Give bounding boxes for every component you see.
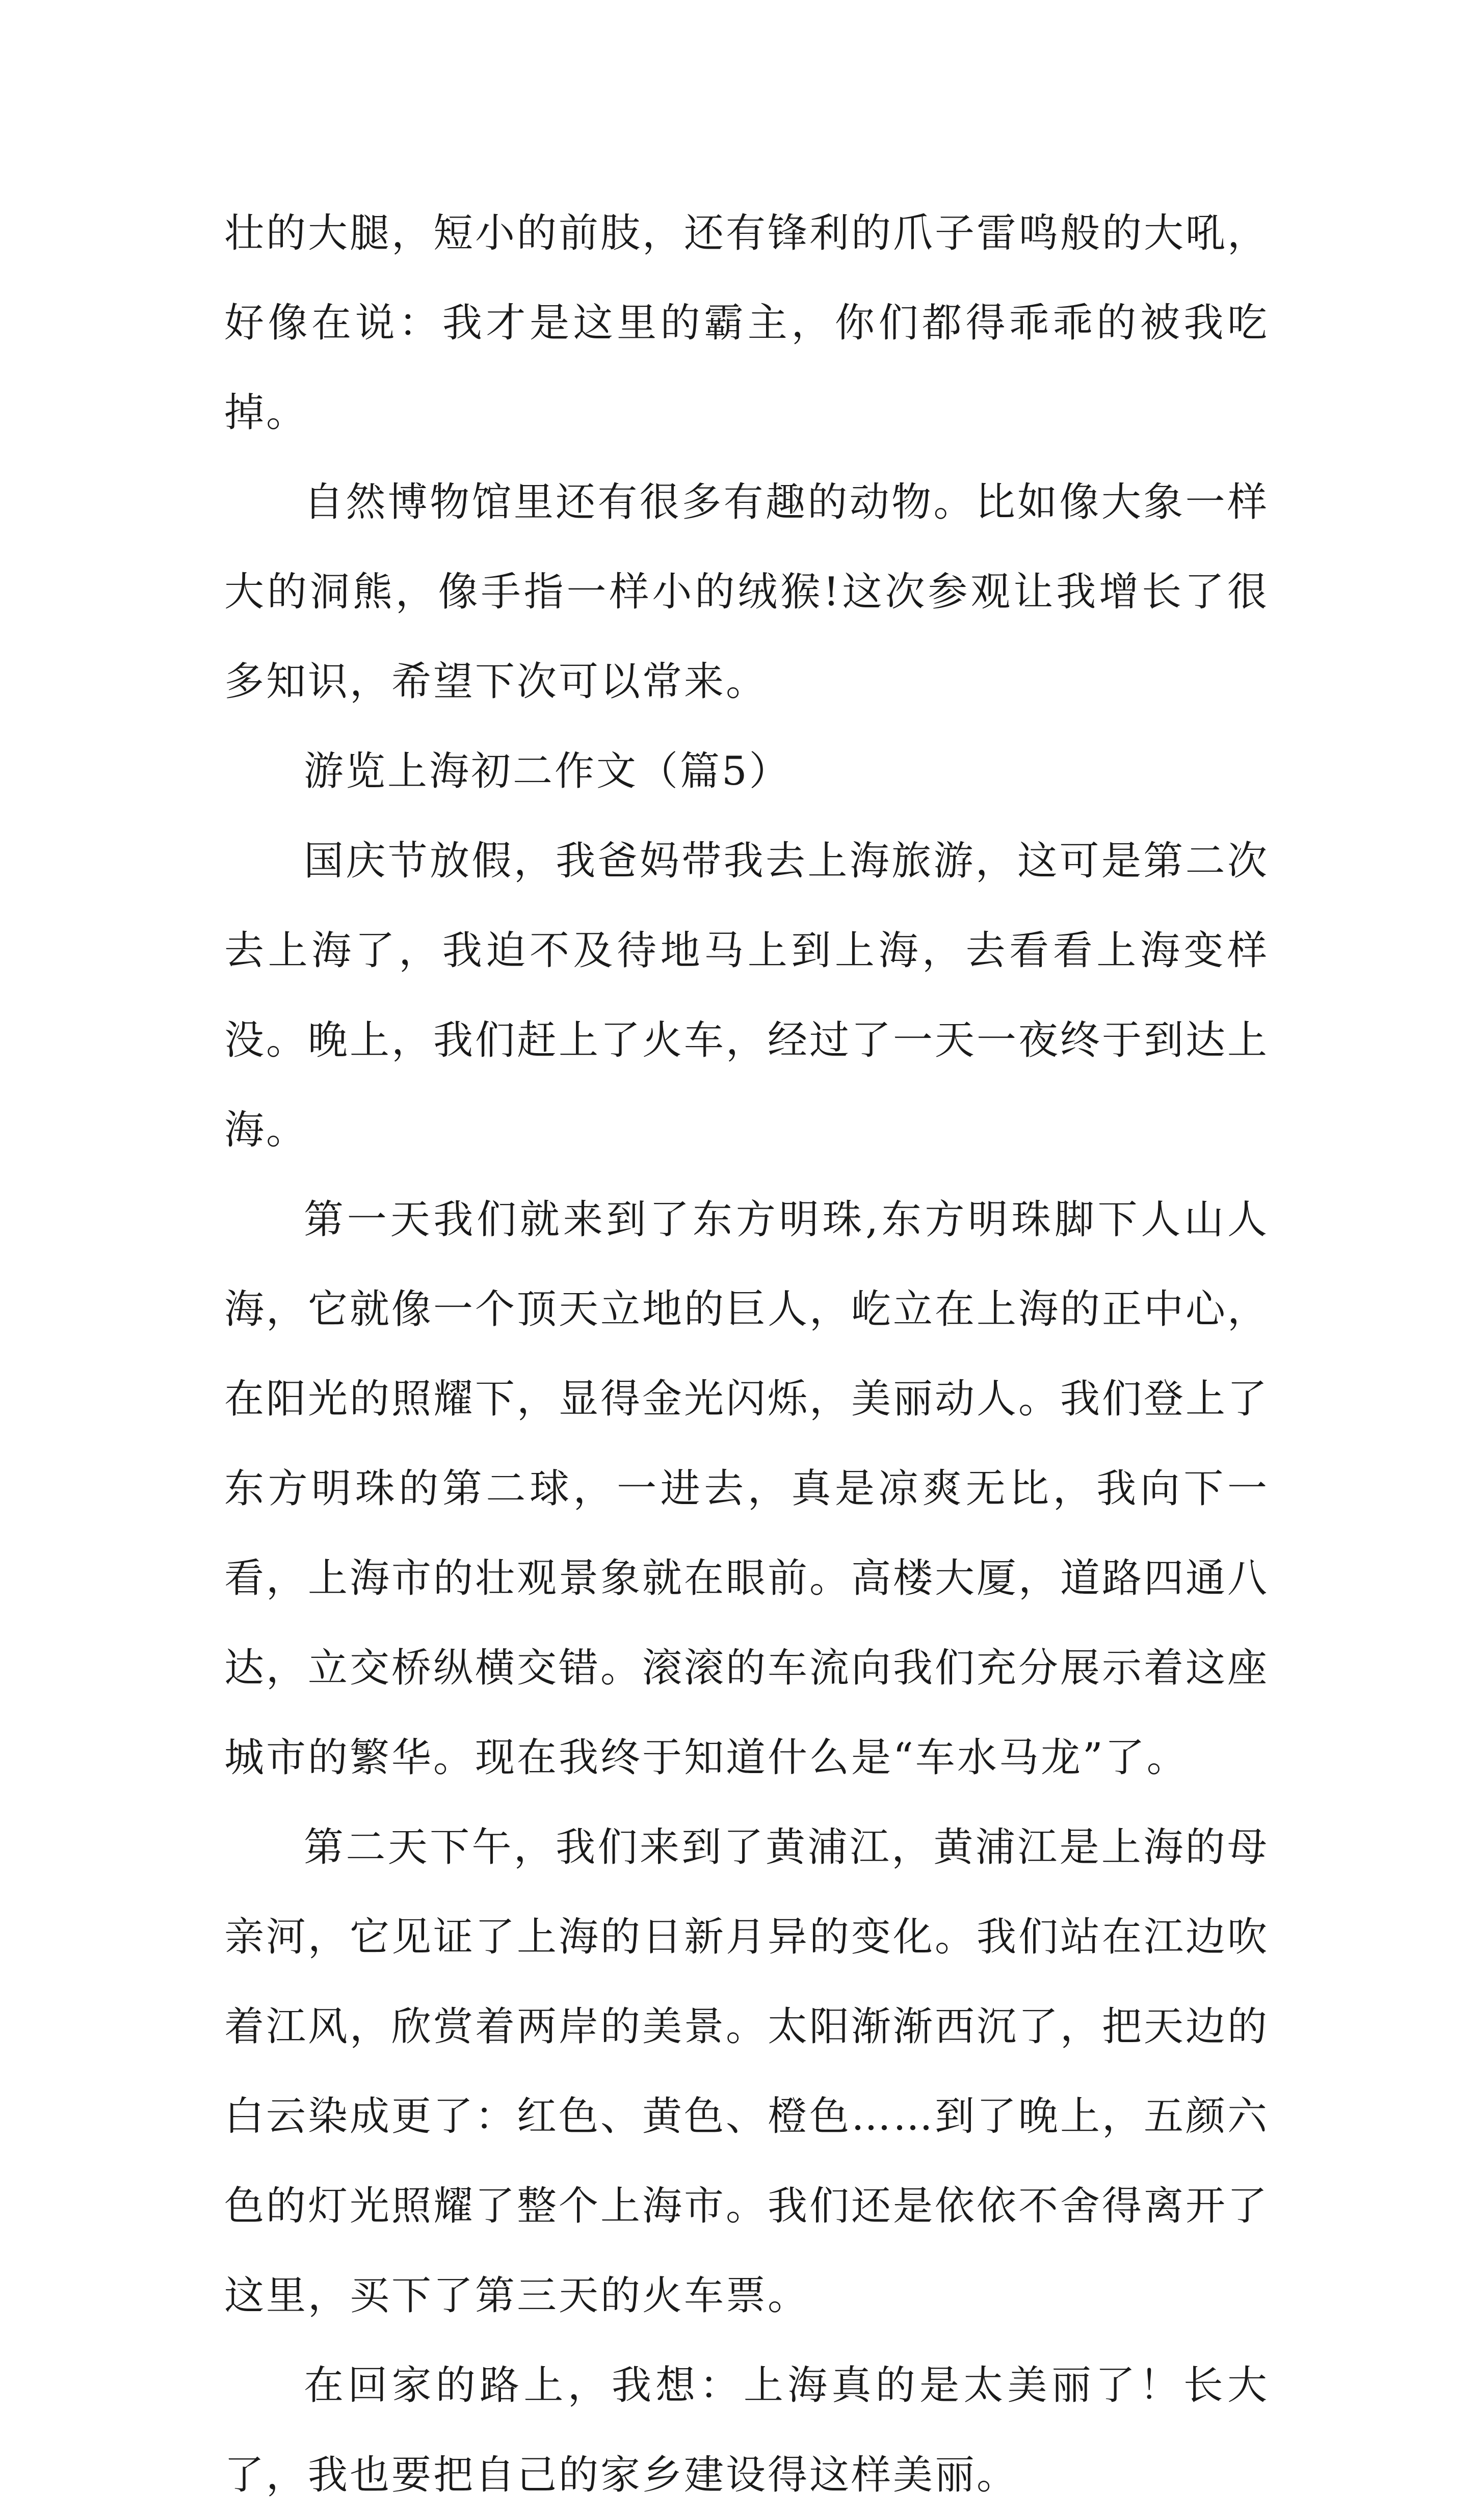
paragraph-3: 国庆节放假，我爸妈带我去上海旅游，这可是第二次去上海了，我迫不及待地马上到上海，去看看上海变样没。晚上，我们赶上了火车，经过了一天一夜终于到达上海。 xyxy=(224,838,1270,1153)
paragraph-1: 壮的大腿，短小的前肢，还有锋利的爪子雷鸣般的大吼，好像在说：我才是这里的霸主，你们都得乖乖的被我吃掉。 xyxy=(224,210,1270,436)
paragraph-6: 在回家的路上，我想：上海真的是太美丽了！长大了，我也要把自己的家乡建设得这样美丽。 xyxy=(224,2363,1269,2498)
paragraph-5: 第二天下午，我们来到了黄浦江，黄浦江是上海的母亲河，它见证了上海的日新月异的变化。我们站在江边吹着江风，欣赏着两岸的美景。太阳渐渐西沉了，把天边的白云染成更了：红色、黄色、橙色……到了晚上，五颜六色的灯光照耀了整个上海市。我们还是依依不舍得离开了这里，买下了第三天的火车票。 xyxy=(224,1825,1270,2319)
paragraph-2: 自然博物馆里还有很多有趣的动物。比如像大象一样大的洞熊，像手指一样小的绒猴!这次参观让我增长了很多知识，希望下次可以常来。 xyxy=(224,479,1269,705)
essay-heading: 游览上海初二作文（篇5） xyxy=(304,748,791,794)
essay-body xyxy=(224,189,1269,2520)
paragraph-4: 第一天我们就来到了东方明珠,东方明珠脚下人山人海，它就像一个顶天立地的巨人，屹立在上海的正中心，在阳光的照耀下，显得金光闪烁，美丽动人。我们登上了东方明珠的第二球，一进去，真是凉爽无比，我向下一看，上海市的壮观景象就在眼前。高楼大厦，道路四通八达，立交桥纵横交错。滚滚的车流向我们充分展示着这座城市的繁华。现在我终于知道什么是“车水马龙”了。 xyxy=(224,1197,1270,1781)
